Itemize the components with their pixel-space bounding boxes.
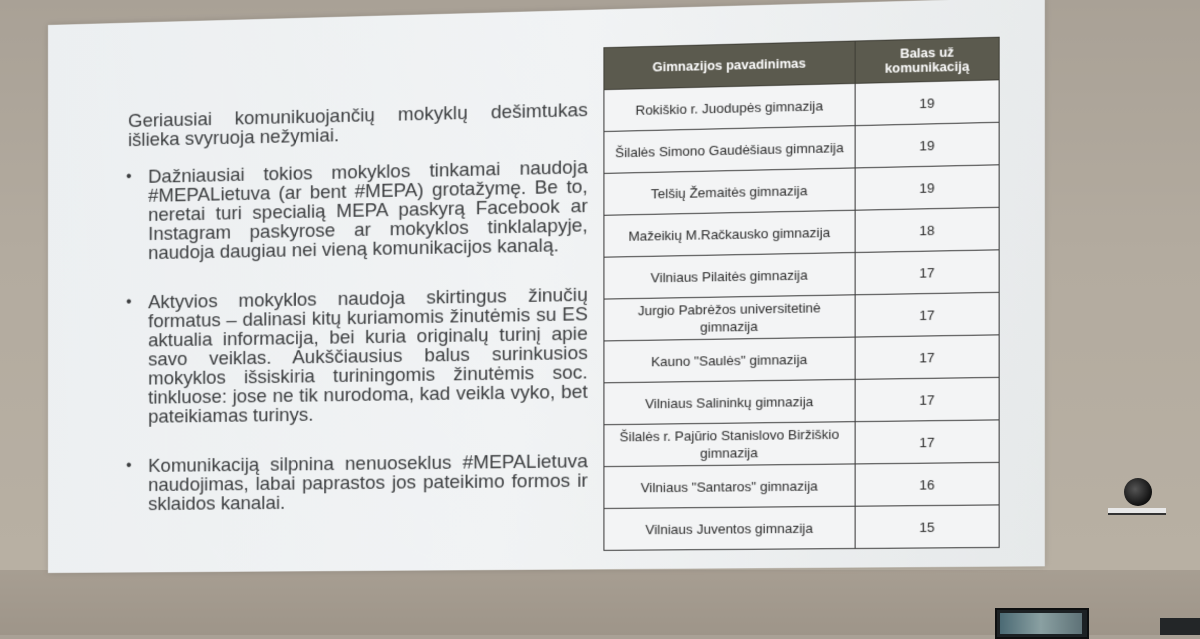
bullet-text: Komunikaciją silpnina nenuoseklus #MEPALietuva naudojimas, labai paprastos jos pateikimo formos ir sklaidos kanalai. [148, 449, 588, 515]
projection-screen [48, 0, 1045, 573]
school-name-cell: Telšių Žemaitės gimnazija [604, 168, 855, 215]
score-cell: 15 [855, 505, 999, 549]
school-name-cell: Rokiškio r. Juodupės gimnazija [604, 83, 855, 131]
school-name-cell: Vilniaus Pilaitės gimnazija [604, 253, 855, 300]
school-name-cell: Vilniaus "Santaros" gimnazija [604, 464, 855, 509]
table-row [604, 505, 999, 550]
school-name-cell: Šilalės Simono Gaudėšiaus gimnazija [604, 126, 855, 174]
school-name-cell: Vilniaus Salininkų gimnazija [604, 379, 855, 424]
bullet-list [128, 157, 588, 513]
table-row [604, 420, 999, 467]
table-row [604, 377, 999, 424]
camera-device [1108, 476, 1166, 516]
school-name-cell: Šilalės r. Pajūrio Stanislovo Biržiškio gimnazija [604, 422, 855, 467]
camera-mount [1108, 508, 1166, 515]
table-row [604, 462, 999, 508]
bullet-item [128, 285, 588, 426]
bullet-text: Aktyvios mokyklos naudoja skirtingus žinučių formatus – dalinasi kitų kuriamomis žinutėmis su ES aktualia informacija, bei kuria originalų turinį apie savo veiklas. Aukščiausius balus surinkusios mokyklos išsiskiria turiningomis žinutėmis soc. tinkluose: jose ne tik nurodoma, kad veikla vyko, bet pateikiamas turinys. [148, 283, 588, 427]
corner-device [1160, 618, 1200, 635]
slide-text [128, 100, 588, 544]
table-row [604, 207, 999, 257]
score-cell: 17 [855, 250, 999, 295]
monitor-device [995, 608, 1089, 639]
score-cell: 17 [855, 377, 999, 421]
school-name-cell: Vilniaus Juventos gimnazija [604, 506, 855, 550]
score-cell: 18 [855, 207, 999, 252]
table-body [604, 80, 999, 551]
camera-lens [1124, 478, 1152, 506]
bullet-marker: • [126, 457, 132, 475]
bullet-marker: • [126, 168, 132, 186]
table-row [604, 292, 999, 341]
score-cell: 19 [855, 80, 999, 126]
table-row [604, 335, 999, 383]
school-name-cell: Kauno "Saulės" gimnazija [604, 337, 855, 383]
score-cell: 19 [855, 122, 999, 168]
column-header-name: Gimnazijos pavadinimas [604, 41, 855, 90]
table-row [604, 250, 999, 299]
column-header-score: Balas už komunikaciją [855, 37, 999, 83]
bullet-item [128, 157, 588, 263]
bullet-marker: • [126, 293, 132, 311]
score-cell: 17 [855, 292, 999, 337]
score-cell: 19 [855, 165, 999, 210]
school-name-cell: Jurgio Pabrėžos universitetinė gimnazija [604, 295, 855, 341]
monitor-screen [1000, 613, 1082, 634]
score-cell: 17 [855, 335, 999, 380]
ranking-table [603, 37, 999, 551]
bullet-text: Dažniausiai tokios mokyklos tinkamai naudoja #MEPALietuva (ar bent #MEPA) grotažymę. Be to, neretai turi specialią MEPA paskyrą Facebook ar Instagram paskyrose ar mokyklos tinklalapyje, naudoja daugiau nei vieną komunikacijos kanalą. [148, 155, 588, 264]
slide-intro: Geriausiai komunikuojančių mokyklų dešimtukas išlieka svyruoja nežymiai. [128, 98, 588, 151]
score-cell: 16 [855, 462, 999, 506]
score-cell: 17 [855, 420, 999, 464]
bullet-item [128, 451, 588, 513]
school-name-cell: Mažeikių M.Račkausko gimnazija [604, 210, 855, 257]
